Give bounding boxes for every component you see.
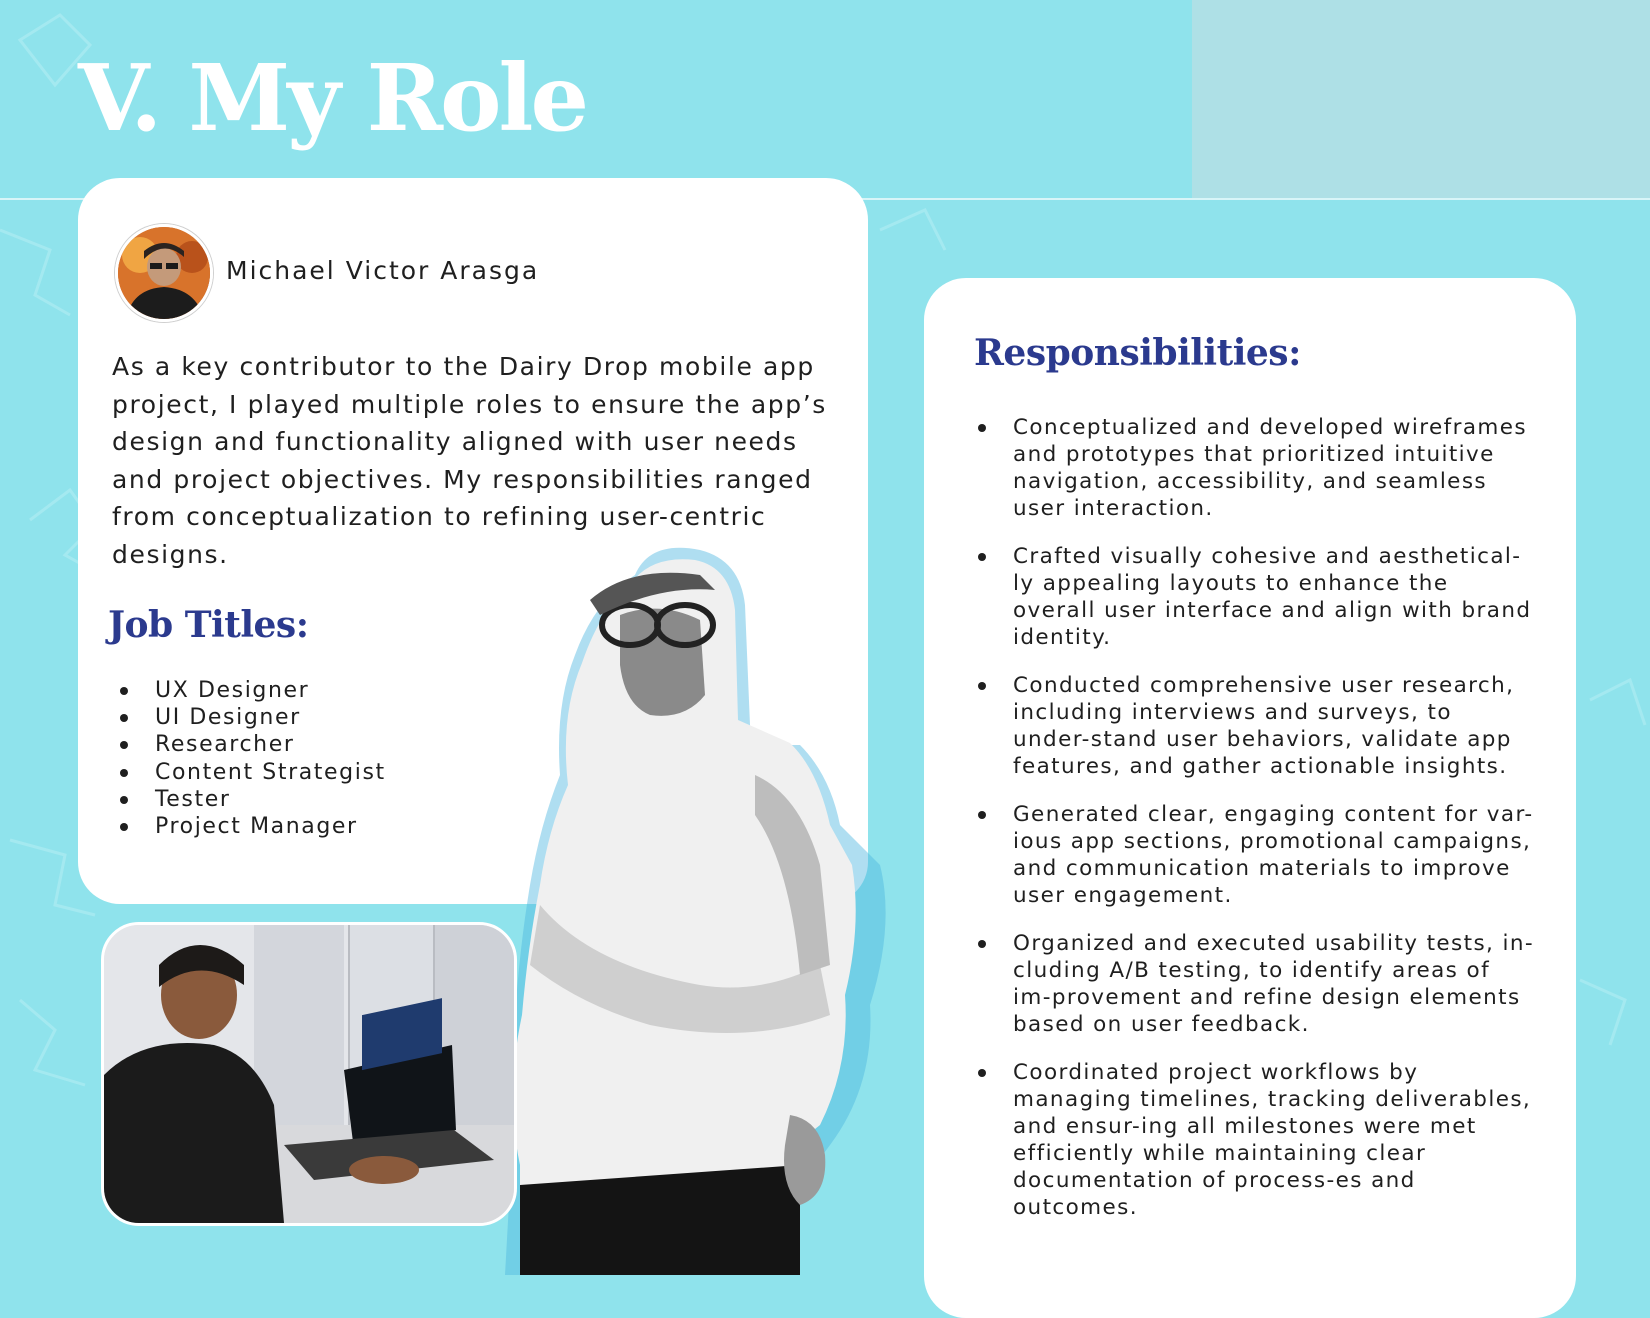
job-titles-list [118, 677, 386, 840]
page-title: V. My Role [78, 44, 586, 152]
list-item: Organized and executed usability tests, in-cluding A/B testing, to identify areas of im-provement and refine design elements based on user feedback. [976, 930, 1536, 1038]
intro-paragraph: As a key contributor to the Dairy Drop mobile app project, I played multiple roles to ensure the app’s design and functionality aligned with user needs and project objectives. My responsibilities ranged from conceptualization to refining user-centric designs. [112, 352, 827, 569]
list-item: Project Manager [118, 813, 386, 840]
list-item: Conducted comprehensive user research, including interviews and surveys, to under-stand user behaviors, validate app features, and gather actionable insights. [976, 672, 1536, 780]
avatar [115, 224, 213, 322]
list-item: Tester [118, 786, 386, 813]
responsibilities-heading: Responsibilities: [974, 332, 1301, 374]
list-item: Coordinated project workflows by managing timelines, tracking deliverables, and ensur-ing all milestones were met efficiently while maintaining clear documentation of process-es and outcomes. [976, 1059, 1536, 1221]
list-item: Crafted visually cohesive and aesthetical-ly appealing layouts to enhance the overall user interface and align with brand identity. [976, 543, 1536, 651]
list-item: Researcher [118, 731, 386, 758]
work-photo [101, 922, 517, 1226]
person-cutout-image [500, 545, 930, 1275]
job-titles-heading: Job Titles: [108, 604, 309, 646]
list-item: Generated clear, engaging content for var-ious app sections, promotional campaigns, and communication materials to improve user engagement. [976, 801, 1536, 909]
author-name: Michael Victor Arasga [226, 256, 540, 285]
header-accent-panel [1192, 0, 1650, 198]
list-item: Content Strategist [118, 759, 386, 786]
list-item: Conceptualized and developed wireframes and prototypes that prioritized intuitive navigation, accessibility, and seamless user interaction. [976, 414, 1536, 522]
list-item: UX Designer [118, 677, 386, 704]
responsibilities-list [976, 414, 1536, 1242]
list-item: UI Designer [118, 704, 386, 731]
